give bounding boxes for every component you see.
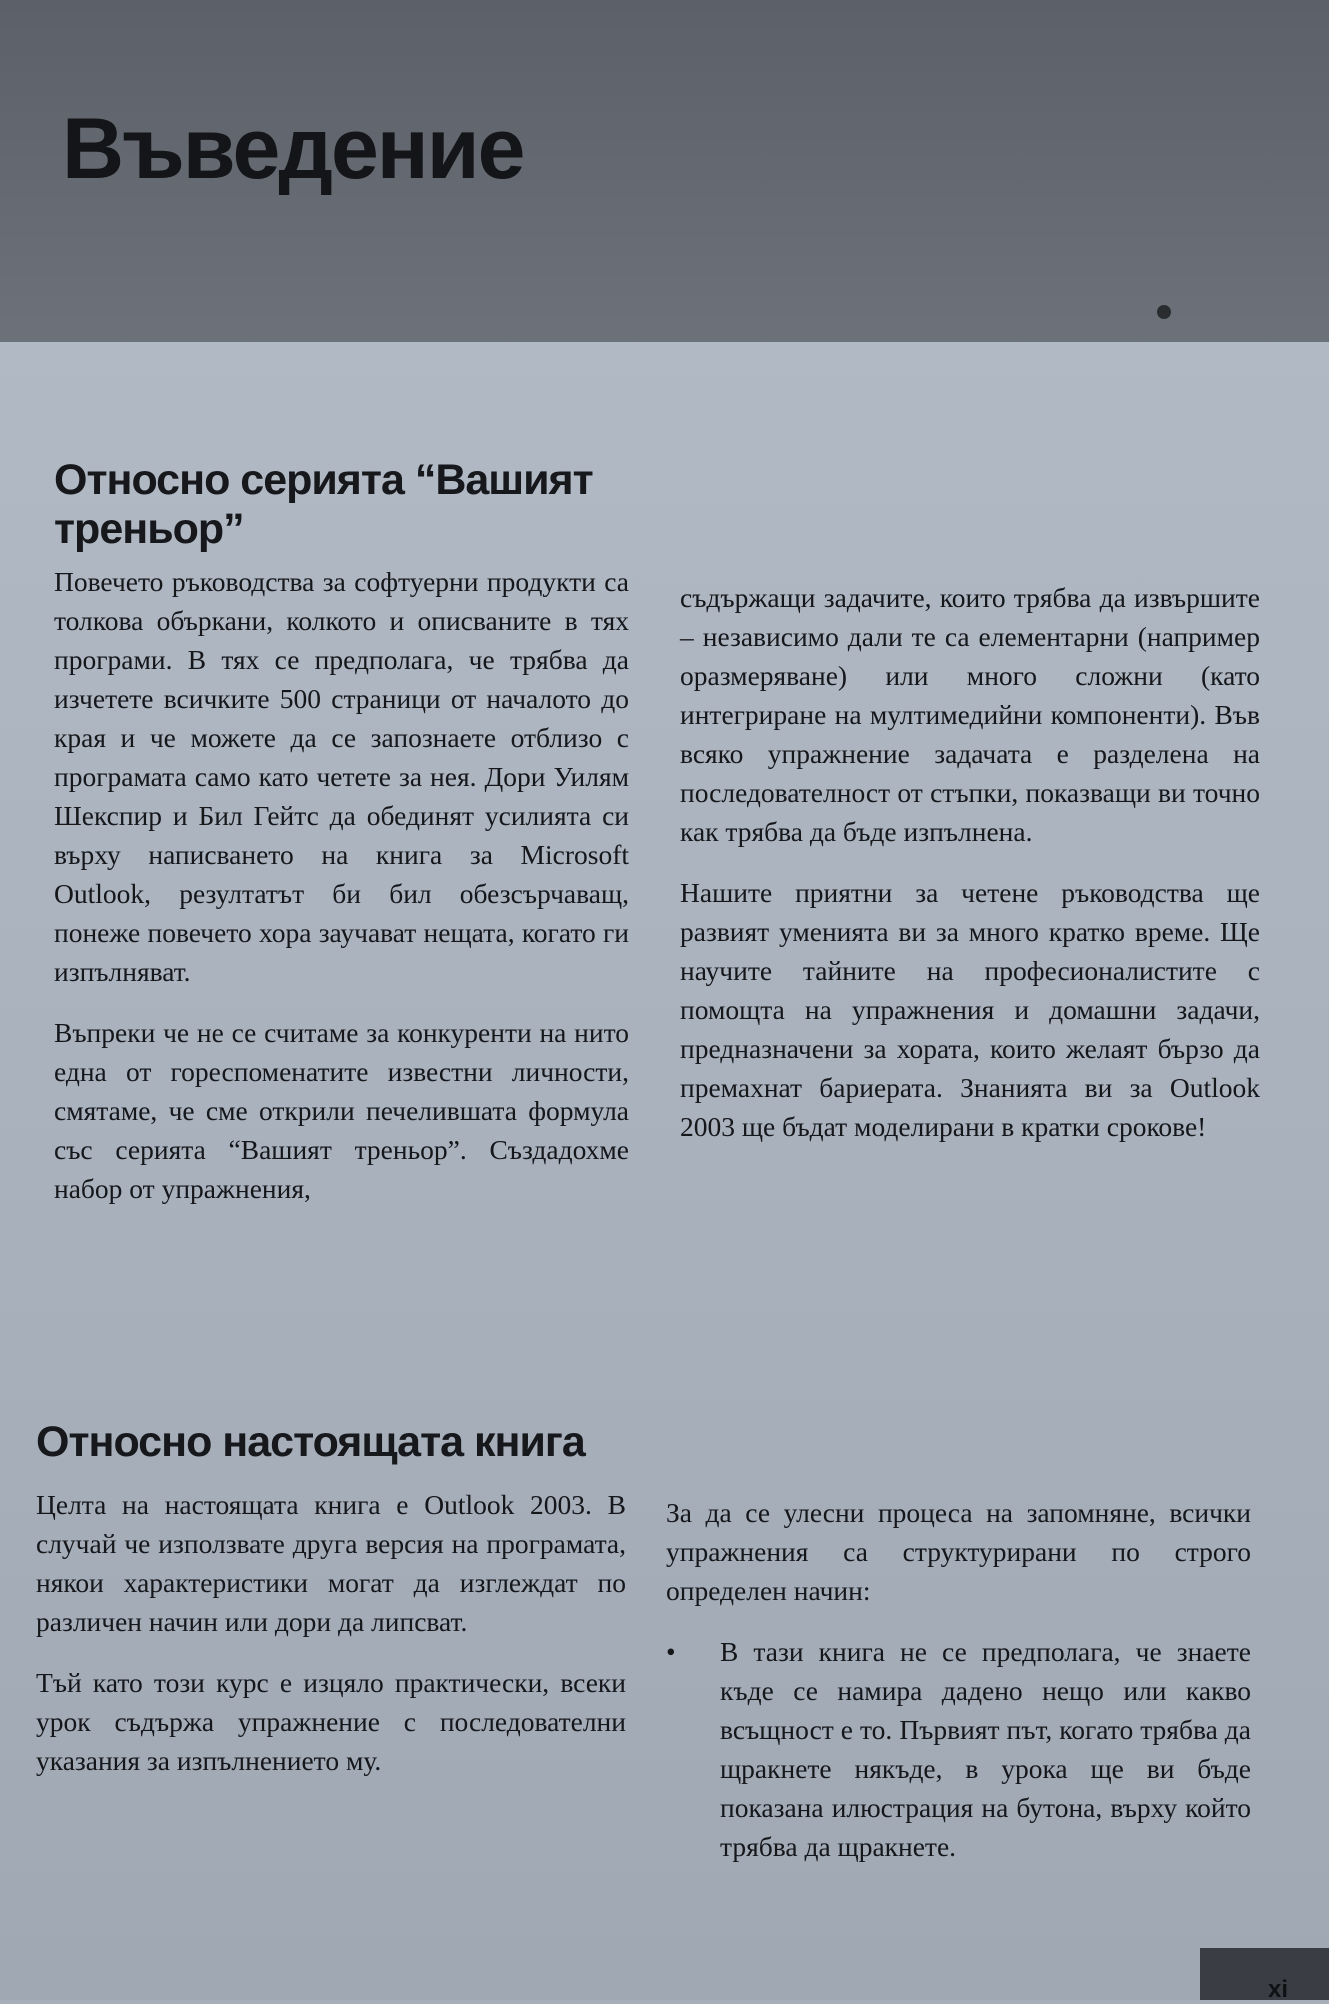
page-number: xi	[1268, 1976, 1289, 2003]
paragraph: Въпреки че не се считаме за конкуренти на нито една от гореспоменатите известни личности, смятаме, че сме открили печелившата формула със серията “Вашият треньор”. Създадохме набор от упражнения,	[54, 1017, 629, 1204]
paragraph: Нашите приятни за четене ръководства ще развият уменията ви за много кратко време. Ще научите тайните на професионалистите с помощта на упражнения и домашни задачи, предназначени за хората, които желаят бързо да премахнат бариерата. Знанията ви за Outlook 2003 ще бъдат моделирани в кратки срокове!	[680, 877, 1260, 1142]
bullet-icon: •	[666, 1636, 676, 1667]
section-heading-book: Относно настоящата книга	[36, 1418, 585, 1466]
series-right-column	[680, 578, 1260, 1168]
header-band	[0, 0, 1329, 350]
bullet-list	[666, 1632, 1251, 1866]
page-title: Въведение	[62, 101, 524, 197]
section-heading-series: Относно серията “Вашият треньор”	[54, 456, 593, 554]
decorative-dot	[1157, 305, 1171, 319]
book-left-column	[36, 1485, 626, 1802]
series-left-column	[54, 562, 629, 1230]
book-right-column	[666, 1493, 1251, 1866]
paragraph: За да се улесни процеса на запомняне, всички упражнения са структурирани по строго определен начин:	[666, 1497, 1251, 1606]
paragraph: Целта на настоящата книга е Outlook 2003. В случай че използвате друга версия на програмата, някои характеристики могат да изглеждат по различен начин или дори да липсват.	[36, 1489, 626, 1637]
list-item	[666, 1632, 1251, 1866]
page-number-tab	[1200, 1948, 1329, 2000]
paragraph: Тъй като този курс е изцяло практически, всеки урок съдържа упражнение с последователни указания за изпълнението му.	[36, 1667, 626, 1776]
paragraph: Повечето ръководства за софтуерни продукти са толкова объркани, колкото и описваните в тях програми. В тях се предполага, че трябва да изчетете всичките 500 страници от началото до края и че можете да се запознаете отблизо с програмата само като четете за нея. Дори Уилям Шекспир и Бил Гейтс да обединят усилията си върху написването на книга за Microsoft Outlook, резултатът би бил обезсърчаващ, понеже повечето хора заучават нещата, когато ги изпълняват.	[54, 566, 629, 987]
list-item-text: В тази книга не се предполага, че знаете къде се намира дадено нещо или какво всъщност е то. Първият път, когато трябва да щракнете някъде, в урока ще ви бъде показана илюстрация на бутона, върху който трябва да щракнете.	[720, 1636, 1251, 1862]
paragraph: съдържащи задачите, които трябва да извършите – независимо дали те са елементарни (например оразмеряване) или много сложни (като интегриране на мултимедийни компоненти). Във всяко упражнение задачата е разделена на последователност от стъпки, показващи ви точно как трябва да бъде изпълнена.	[680, 582, 1260, 847]
